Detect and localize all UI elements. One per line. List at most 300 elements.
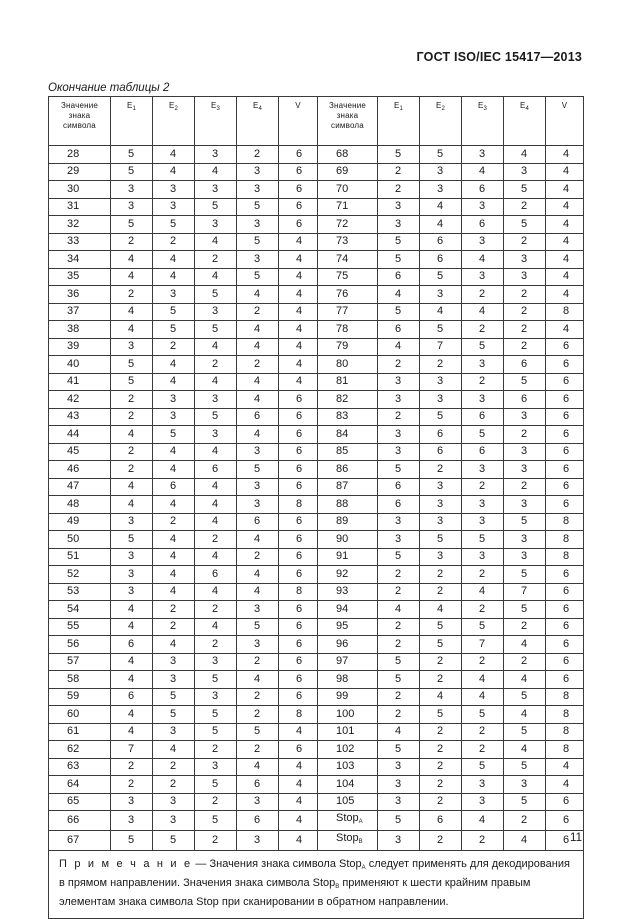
cell-value: 3 (462, 391, 504, 409)
cell-symbol-value: 29 (49, 163, 111, 181)
cell-value: 6 (279, 443, 318, 461)
cell-symbol-value: Stop$_B$ (318, 831, 378, 851)
cell-value: 3 (420, 373, 462, 391)
cell-value: 6 (279, 618, 318, 636)
cell-value: 2 (237, 548, 279, 566)
cell-value: 6 (111, 636, 153, 654)
cell-value: 6 (237, 408, 279, 426)
cell-value: 6 (378, 268, 420, 286)
cell-value: 4 (279, 356, 318, 374)
cell-value: 2 (111, 461, 153, 479)
cell-value: 3 (504, 496, 546, 514)
cell-value: 2 (504, 478, 546, 496)
cell-value: 3 (111, 548, 153, 566)
cell-value: 5 (462, 706, 504, 724)
table-row (49, 513, 584, 531)
cell-value: 2 (195, 531, 237, 549)
cell-value: 2 (111, 391, 153, 409)
cell-value: 3 (378, 426, 420, 444)
table-row (49, 303, 584, 321)
cell-value: 5 (111, 373, 153, 391)
cell-value: 6 (420, 233, 462, 251)
cell-value: 2 (111, 443, 153, 461)
cell-value: 2 (462, 723, 504, 741)
table-row (49, 653, 584, 671)
cell-value: 6 (546, 601, 584, 619)
cell-value: 6 (279, 408, 318, 426)
cell-symbol-value: 52 (49, 566, 111, 584)
cell-value: 2 (195, 251, 237, 269)
table-row (49, 496, 584, 514)
table-body (49, 146, 584, 851)
cell-value: 4 (378, 601, 420, 619)
cell-symbol-value: 67 (49, 831, 111, 851)
cell-symbol-value: 70 (318, 181, 378, 199)
cell-value: 6 (420, 443, 462, 461)
cell-value: 5 (111, 146, 153, 164)
cell-value: 3 (237, 478, 279, 496)
cell-value: 5 (378, 548, 420, 566)
cell-value: 3 (237, 443, 279, 461)
cell-value: 6 (279, 688, 318, 706)
cell-value: 7 (111, 741, 153, 759)
cell-symbol-value: 60 (49, 706, 111, 724)
cell-value: 3 (195, 181, 237, 199)
cell-value: 4 (237, 373, 279, 391)
header-symbol-value-2: Значение знака символа (318, 97, 378, 146)
cell-value: 6 (279, 198, 318, 216)
cell-value: 6 (279, 513, 318, 531)
cell-value: 4 (420, 303, 462, 321)
cell-value: 2 (195, 793, 237, 811)
cell-symbol-value: 69 (318, 163, 378, 181)
cell-symbol-value: 74 (318, 251, 378, 269)
cell-symbol-value: 54 (49, 601, 111, 619)
cell-value: 3 (462, 776, 504, 794)
cell-symbol-value: 58 (49, 671, 111, 689)
cell-value: 2 (378, 688, 420, 706)
cell-symbol-value: 104 (318, 776, 378, 794)
cell-value: 7 (462, 636, 504, 654)
cell-symbol-value: 91 (318, 548, 378, 566)
cell-value: 6 (546, 373, 584, 391)
cell-value: 3 (378, 198, 420, 216)
cell-value: 3 (153, 408, 195, 426)
cell-value: 6 (462, 408, 504, 426)
header-e2: $E_2$ (153, 97, 195, 146)
cell-value: 3 (153, 286, 195, 304)
cell-value: 4 (504, 831, 546, 851)
cell-value: 4 (195, 338, 237, 356)
cell-value: 3 (153, 723, 195, 741)
cell-symbol-value: 39 (49, 338, 111, 356)
cell-value: 3 (504, 548, 546, 566)
cell-value: 2 (237, 146, 279, 164)
cell-symbol-value: 64 (49, 776, 111, 794)
cell-value: 6 (546, 496, 584, 514)
cell-value: 6 (237, 776, 279, 794)
cell-value: 3 (462, 268, 504, 286)
cell-value: 4 (546, 163, 584, 181)
cell-value: 4 (237, 286, 279, 304)
cell-value: 3 (237, 601, 279, 619)
cell-value: 3 (504, 408, 546, 426)
cell-value: 8 (279, 583, 318, 601)
cell-value: 3 (378, 443, 420, 461)
cell-value: 3 (111, 513, 153, 531)
cell-value: 6 (279, 478, 318, 496)
cell-value: 5 (153, 321, 195, 339)
cell-value: 3 (462, 513, 504, 531)
cell-symbol-value: 56 (49, 636, 111, 654)
cell-value: 5 (195, 706, 237, 724)
cell-value: 3 (111, 811, 153, 831)
cell-symbol-value: 57 (49, 653, 111, 671)
cell-value: 6 (279, 531, 318, 549)
cell-value: 2 (378, 181, 420, 199)
cell-value: 5 (378, 811, 420, 831)
cell-value: 2 (153, 758, 195, 776)
cell-value: 4 (195, 618, 237, 636)
cell-symbol-value: 66 (49, 811, 111, 831)
cell-symbol-value: 86 (318, 461, 378, 479)
cell-value: 3 (195, 688, 237, 706)
cell-value: 6 (546, 408, 584, 426)
cell-value: 4 (153, 566, 195, 584)
cell-value: 2 (462, 653, 504, 671)
cell-value: 3 (504, 776, 546, 794)
cell-value: 5 (378, 653, 420, 671)
cell-symbol-value: 44 (49, 426, 111, 444)
table-row (49, 233, 584, 251)
cell-value: 4 (111, 496, 153, 514)
cell-value: 2 (420, 776, 462, 794)
table-row (49, 338, 584, 356)
table-row (49, 671, 584, 689)
table-note: П р и м е ч а н и е — Значения знака символа Stop$_A$ следует применять для декодирования в прямом направлении. Значения знака символа Stop$_B$ применяют к шести крайним правым элементам знака символа Stop при сканировании в обратном направлении. (49, 851, 584, 919)
cell-value: 3 (111, 198, 153, 216)
cell-symbol-value: 72 (318, 216, 378, 234)
cell-value: 2 (420, 741, 462, 759)
table-row (49, 321, 584, 339)
cell-symbol-value: 53 (49, 583, 111, 601)
table-row (49, 426, 584, 444)
cell-symbol-value: 85 (318, 443, 378, 461)
cell-value: 4 (237, 321, 279, 339)
cell-value: 5 (378, 303, 420, 321)
cell-symbol-value: 83 (318, 408, 378, 426)
cell-value: 6 (279, 671, 318, 689)
cell-value: 3 (378, 831, 420, 851)
cell-value: 4 (546, 268, 584, 286)
cell-value: 4 (504, 636, 546, 654)
cell-value: 3 (237, 636, 279, 654)
cell-value: 3 (111, 338, 153, 356)
cell-value: 5 (111, 216, 153, 234)
cell-value: 4 (504, 706, 546, 724)
cell-value: 4 (195, 548, 237, 566)
cell-value: 4 (504, 741, 546, 759)
cell-value: 4 (153, 636, 195, 654)
cell-value: 2 (378, 583, 420, 601)
cell-value: 2 (195, 831, 237, 851)
cell-value: 3 (153, 198, 195, 216)
cell-value: 5 (462, 338, 504, 356)
cell-value: 5 (195, 321, 237, 339)
cell-value: 2 (420, 566, 462, 584)
table-row (49, 251, 584, 269)
cell-value: 4 (111, 723, 153, 741)
cell-symbol-value: 46 (49, 461, 111, 479)
cell-value: 6 (546, 356, 584, 374)
cell-value: 6 (378, 478, 420, 496)
cell-value: 3 (504, 443, 546, 461)
cell-value: 4 (279, 723, 318, 741)
cell-symbol-value: 35 (49, 268, 111, 286)
cell-value: 3 (111, 566, 153, 584)
cell-value: 5 (378, 461, 420, 479)
cell-value: 4 (279, 831, 318, 851)
table-header-row (49, 97, 584, 146)
cell-symbol-value: 50 (49, 531, 111, 549)
header-e1-2: $E_1$ (378, 97, 420, 146)
cell-value: 2 (237, 653, 279, 671)
cell-value: 4 (420, 688, 462, 706)
cell-value: 8 (546, 303, 584, 321)
cell-value: 5 (237, 233, 279, 251)
cell-value: 4 (237, 338, 279, 356)
table-row (49, 478, 584, 496)
cell-value: 4 (504, 671, 546, 689)
table-row (49, 741, 584, 759)
cell-value: 5 (153, 688, 195, 706)
cell-symbol-value: 92 (318, 566, 378, 584)
table-row (49, 706, 584, 724)
table-row (49, 286, 584, 304)
cell-value: 5 (420, 408, 462, 426)
cell-symbol-value: 98 (318, 671, 378, 689)
header-v: V (279, 97, 318, 146)
table-row (49, 776, 584, 794)
page-number: 11 (570, 832, 582, 844)
cell-value: 3 (237, 496, 279, 514)
cell-value: 2 (420, 793, 462, 811)
cell-value: 6 (504, 356, 546, 374)
cell-symbol-value: 62 (49, 741, 111, 759)
cell-value: 6 (546, 636, 584, 654)
cell-symbol-value: 77 (318, 303, 378, 321)
cell-value: 5 (504, 793, 546, 811)
table-row (49, 181, 584, 199)
cell-value: 4 (111, 478, 153, 496)
table-row (49, 163, 584, 181)
cell-value: 3 (462, 233, 504, 251)
cell-value: 6 (279, 146, 318, 164)
cell-value: 5 (504, 688, 546, 706)
cell-value: 5 (153, 216, 195, 234)
table-row (49, 723, 584, 741)
cell-value: 4 (378, 338, 420, 356)
cell-symbol-value: 100 (318, 706, 378, 724)
cell-value: 3 (237, 831, 279, 851)
table-row (49, 583, 584, 601)
cell-value: 4 (462, 811, 504, 831)
cell-symbol-value: 84 (318, 426, 378, 444)
cell-value: 4 (546, 286, 584, 304)
cell-value: 3 (378, 373, 420, 391)
cell-value: 2 (420, 653, 462, 671)
cell-value: 5 (153, 426, 195, 444)
cell-value: 6 (111, 688, 153, 706)
cell-value: 2 (420, 723, 462, 741)
cell-value: 3 (420, 163, 462, 181)
cell-value: 6 (420, 811, 462, 831)
cell-value: 3 (195, 146, 237, 164)
cell-value: 6 (504, 391, 546, 409)
cell-value: 2 (462, 601, 504, 619)
cell-value: 4 (546, 251, 584, 269)
cell-symbol-value: 101 (318, 723, 378, 741)
cell-value: 2 (237, 706, 279, 724)
cell-value: 8 (546, 548, 584, 566)
cell-value: 6 (546, 566, 584, 584)
cell-value: 6 (279, 163, 318, 181)
cell-symbol-value: 55 (49, 618, 111, 636)
cell-value: 4 (237, 671, 279, 689)
cell-value: 2 (462, 831, 504, 851)
cell-value: 6 (279, 636, 318, 654)
cell-value: 5 (462, 531, 504, 549)
cell-value: 8 (546, 723, 584, 741)
cell-value: 5 (195, 723, 237, 741)
cell-value: 6 (546, 671, 584, 689)
cell-value: 6 (546, 443, 584, 461)
cell-value: 4 (153, 373, 195, 391)
cell-value: 5 (462, 618, 504, 636)
cell-value: 6 (420, 426, 462, 444)
cell-symbol-value: 105 (318, 793, 378, 811)
cell-symbol-value: 99 (318, 688, 378, 706)
cell-symbol-value: 93 (318, 583, 378, 601)
cell-value: 6 (546, 811, 584, 831)
table-row (49, 408, 584, 426)
cell-value: 5 (195, 286, 237, 304)
cell-value: 4 (153, 548, 195, 566)
cell-value: 2 (462, 373, 504, 391)
cell-value: 2 (462, 741, 504, 759)
cell-value: 3 (237, 181, 279, 199)
cell-value: 5 (420, 531, 462, 549)
header-e4: $E_4$ (237, 97, 279, 146)
cell-value: 3 (153, 181, 195, 199)
cell-value: 3 (111, 181, 153, 199)
cell-value: 4 (111, 653, 153, 671)
cell-value: 2 (153, 338, 195, 356)
cell-value: 5 (195, 776, 237, 794)
header-e1: $E_1$ (111, 97, 153, 146)
cell-value: 5 (153, 706, 195, 724)
cell-value: 4 (153, 251, 195, 269)
cell-value: 6 (237, 513, 279, 531)
cell-symbol-value: 32 (49, 216, 111, 234)
cell-value: 8 (546, 513, 584, 531)
cell-value: 3 (195, 653, 237, 671)
cell-value: 2 (504, 233, 546, 251)
cell-value: 6 (195, 566, 237, 584)
cell-value: 4 (153, 583, 195, 601)
cell-symbol-value: 40 (49, 356, 111, 374)
cell-value: 3 (195, 391, 237, 409)
code-table (48, 96, 584, 919)
cell-value: 6 (546, 831, 584, 851)
table-row (49, 636, 584, 654)
cell-value: 4 (546, 758, 584, 776)
table-caption: Окончание таблицы 2 (48, 82, 170, 94)
cell-symbol-value: 103 (318, 758, 378, 776)
cell-symbol-value: 37 (49, 303, 111, 321)
cell-symbol-value: 42 (49, 391, 111, 409)
cell-value: 3 (420, 496, 462, 514)
header-symbol-value: Значение знака символа (49, 97, 111, 146)
cell-value: 8 (546, 688, 584, 706)
cell-value: 4 (195, 496, 237, 514)
cell-value: 6 (237, 811, 279, 831)
cell-value: 2 (504, 338, 546, 356)
table-row (49, 811, 584, 831)
cell-value: 6 (546, 653, 584, 671)
cell-value: 6 (546, 461, 584, 479)
cell-value: 2 (195, 741, 237, 759)
cell-value: 2 (420, 356, 462, 374)
table-row (49, 758, 584, 776)
cell-value: 5 (378, 146, 420, 164)
cell-value: 5 (504, 723, 546, 741)
cell-value: 3 (195, 216, 237, 234)
cell-value: 6 (546, 618, 584, 636)
cell-symbol-value: 90 (318, 531, 378, 549)
cell-value: 2 (378, 706, 420, 724)
cell-symbol-value: 73 (318, 233, 378, 251)
cell-value: 4 (378, 286, 420, 304)
cell-value: 5 (237, 461, 279, 479)
cell-value: 8 (546, 706, 584, 724)
cell-value: 3 (504, 531, 546, 549)
cell-value: 5 (111, 356, 153, 374)
cell-value: 2 (420, 583, 462, 601)
table-row (49, 688, 584, 706)
cell-value: 4 (153, 443, 195, 461)
cell-value: 4 (195, 373, 237, 391)
cell-symbol-value: 47 (49, 478, 111, 496)
cell-value: 3 (504, 268, 546, 286)
cell-symbol-value: 88 (318, 496, 378, 514)
cell-value: 4 (195, 513, 237, 531)
cell-symbol-value: 76 (318, 286, 378, 304)
cell-value: 5 (504, 181, 546, 199)
cell-value: 5 (237, 618, 279, 636)
cell-value: 2 (153, 776, 195, 794)
cell-value: 3 (195, 426, 237, 444)
table-row (49, 548, 584, 566)
cell-symbol-value: 96 (318, 636, 378, 654)
cell-value: 6 (378, 321, 420, 339)
cell-value: 4 (111, 251, 153, 269)
cell-value: 5 (153, 831, 195, 851)
cell-value: 6 (279, 653, 318, 671)
cell-value: 6 (546, 478, 584, 496)
cell-value: 6 (279, 461, 318, 479)
cell-value: 4 (279, 758, 318, 776)
